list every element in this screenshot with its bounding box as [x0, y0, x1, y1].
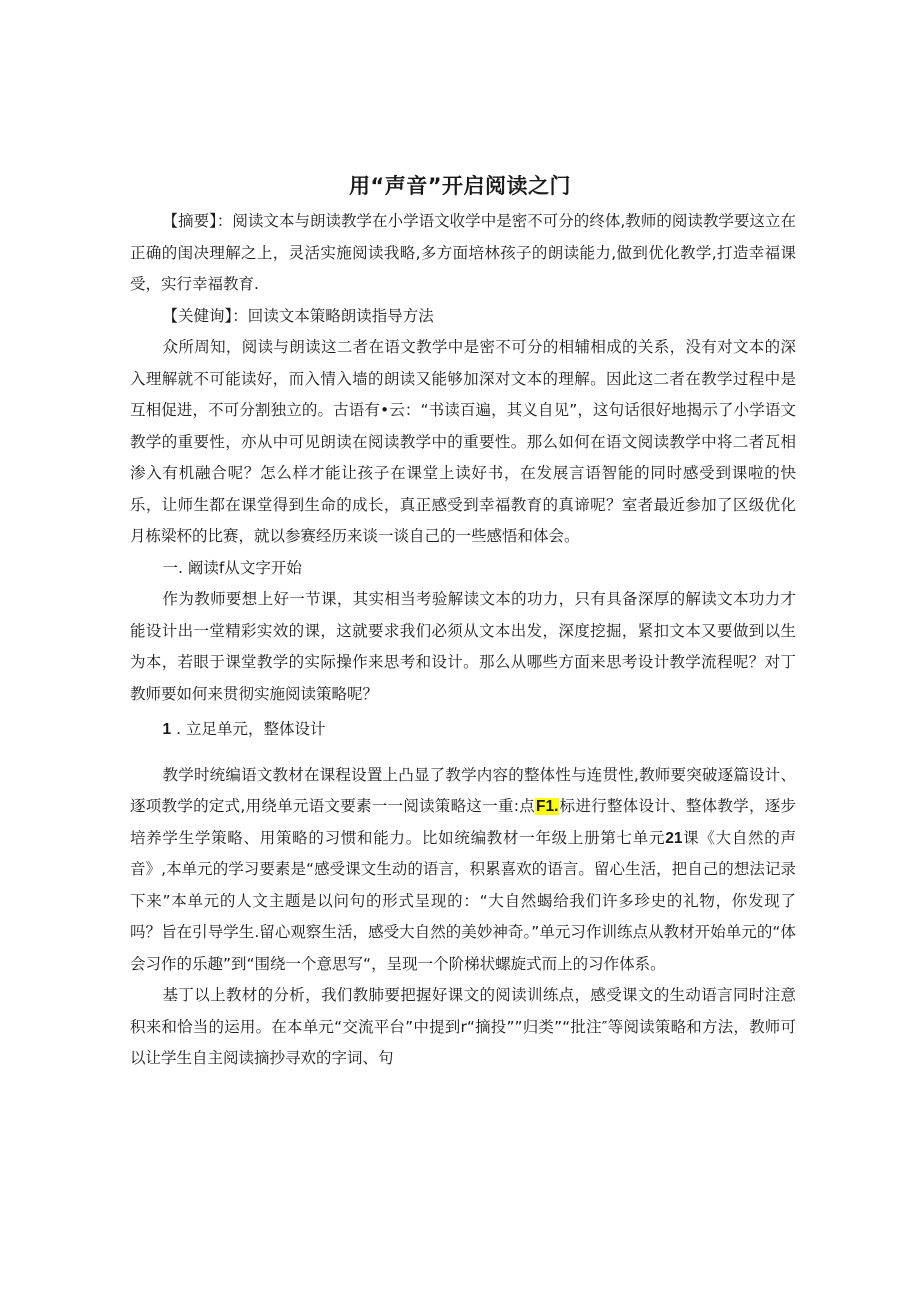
highlighted-text: F1. — [536, 798, 559, 815]
subsection-heading-1 — [130, 714, 796, 746]
abstract-paragraph: 【摘要】：阅读文本与朗读教学在小学语文收学中是密不可分的终体,教师的阅读教学要这立在正确的闺决理解之上，灵活实施阅读我略,多方面培林孩子的朗读能力,做到优化教学,打造幸福课受，实行幸福教育. — [130, 212, 796, 293]
document-title: 用“声音”开启阅读之门 — [348, 174, 572, 198]
intro-paragraph: 众所周知，阅读与朗读这二者在语文教学中是密不可分的相辅相成的关系，没有对文本的深入理解就不可能读好，而入情入墙的朗读又能够加深对文本的理解。因此这二者在教学过程中是互相促进，不可分割独立的。古语有•云：“书读百遍，其义自见”，这句话很好地揭示了小学语文教学的重要性，亦从中可见朗读在阅读教学中的重要性。那么如何在语文阅读教学中将二者瓦相渗入有机融合呢？怎么样才能让孩子在课堂上读好书，在发展言语智能的同时感受到课啦的快乐，让师生都在课堂得到生命的成长，真正感受到幸福教育的真谛呢？室者最近参加了区级优化月栋梁杯的比赛，就以参赛经历来谈一谈自己的一些感悟和体会。 — [130, 338, 796, 545]
lesson-number: 21 — [665, 829, 683, 847]
paragraph-text-part: 标进行整体设计、整体教学，逐步培养学生学策略、用策略的习惯和能力。比如统编教材一年级上册第七单元 — [130, 797, 796, 847]
subsection-number: 1 — [162, 721, 172, 738]
keywords-paragraph: 【关健询】：回读文本策略朗读指导方法 — [162, 306, 434, 325]
analysis-paragraph: 基丁以上教材的分析，我们教肺要把握好课文的阅读训练点，感受课文的生动语言同时注意积来和恰当的运用。在本单元“交流平台”中提到r“摘投””归类”“批注″等阅读策略和方法，教师可以让学生自主阅读摘抄寻欢的字词、句 — [130, 986, 796, 1067]
paragraph-text-part: 课《大自然的声音》,本单元的学习要素是“感受课文生动的语言，积累喜欢的语言。留心生活，把自己的想法记录下来”本单元的人文主题是以问句的形式呈现的：“大自然蝎给我们许多珍史的礼物，你发现了吗？旨在引导学生.留心观察生活，感受大自然的美妙神奇。”单元习作训练点从教材开始单元的“体会习作的乐趣”到“围绕一个意思写“，呈现一个阶梯状螺旋式而上的习作体系。 — [130, 828, 796, 973]
document-body — [130, 206, 796, 1075]
subsection-title: . 立足单元，整体设计 — [171, 720, 326, 738]
section-heading-1: 一. 阚读f从文字开始 — [162, 558, 302, 577]
paragraph-text-part: 教学时统编语文教材在课程设置上凸显了教学内容的整体性与连贯性,教师要突破逐篇设计、逐项教学的定式,用绕单元语文要素一一阅读策略这一重:点 — [130, 765, 796, 815]
unit-design-paragraph — [130, 760, 796, 981]
section-1-paragraph: 作为教师要想上好一节课，其实相当考验解读文本的功力，只有具备深厚的解读文本功力才能设计出一堂精彩实效的课，这就要求我们必须从文本出发，深度挖掘，紧扣文本又要做到以生为本，若眼于课堂教学的实际操作来思考和设计。那么从哪些方面来思考设计教学流程呢？对丁教师要如何来贯彻实施阅读策略呢？ — [130, 590, 796, 703]
